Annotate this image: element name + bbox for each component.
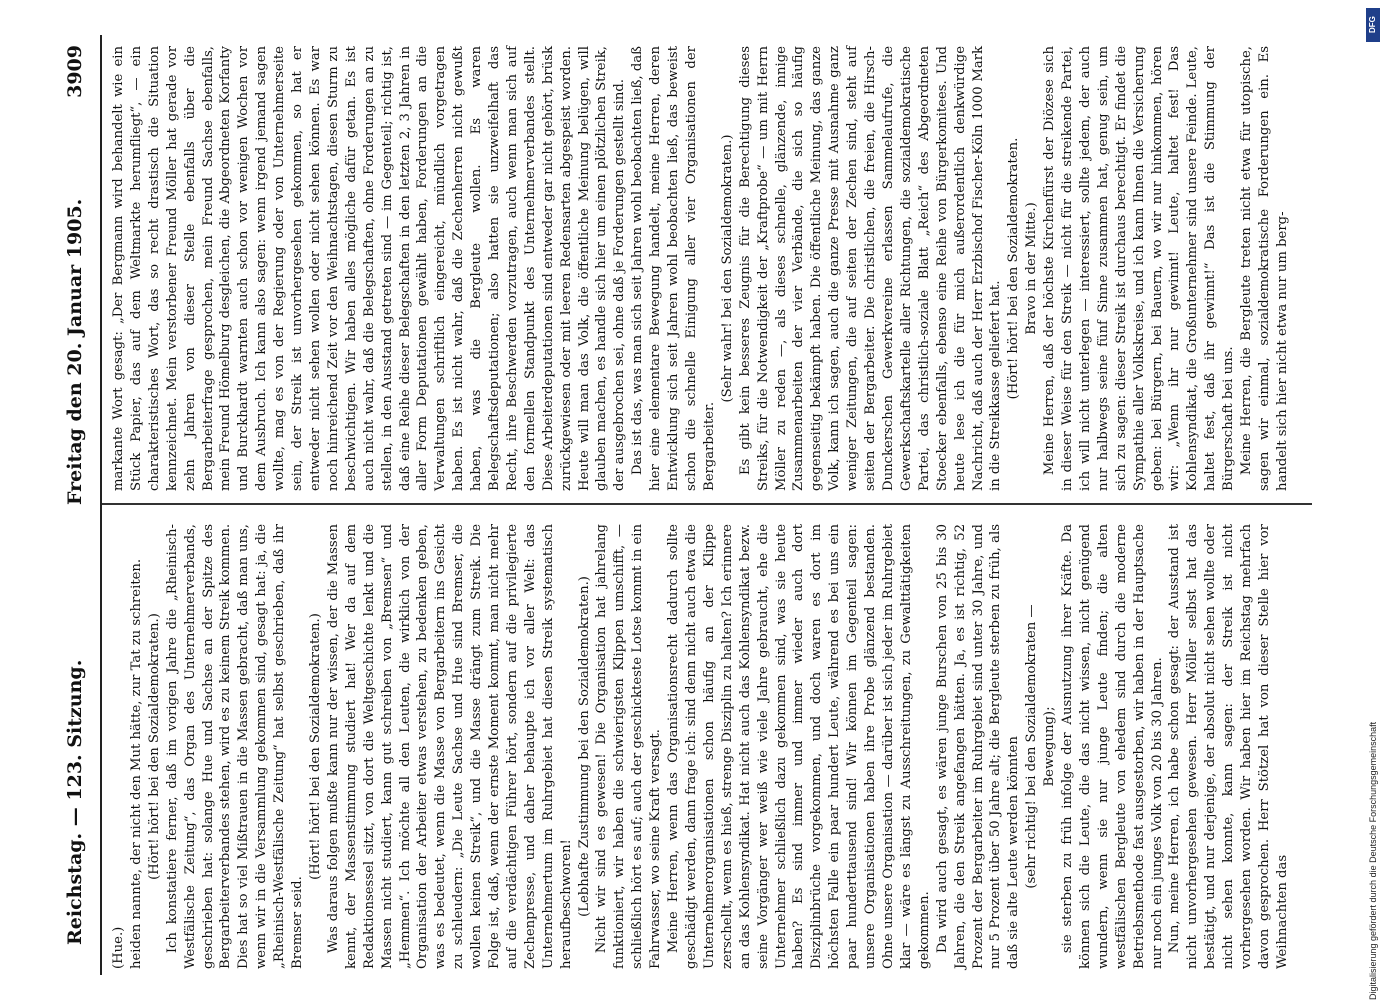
digitization-credit: Digitalisierung gefördert durch die Deutsche Forschungsgemeinschaft — [1368, 721, 1378, 1000]
right-paragraph: Bravo in der Mitte.) — [1024, 202, 1040, 335]
left-column — [110, 524, 1292, 969]
left-paragraph: Nun, meine Herren, ich habe schon gesagt: der Ausstand ist nicht unvorhergesehen gewesen. Herr Möller selbst hat das bestätigt, und nur derjenige, der absolut nicht sehen wollte oder nicht sehen konnte, kann sagen: der Streik ist nicht vorhergesehen worden. Wir haben hier im Reichstag mehrfach davon gesprochen. Herr Stötzel hat von dieser Stelle hier vor Weihnachten das — [1167, 524, 1290, 969]
left-paragraph: heiden nannte, der nicht den Mut hätte, zur Tat zu schreiten. — [128, 558, 144, 969]
page-number: 3909 — [64, 45, 86, 98]
left-paragraph: (Hue.) — [111, 926, 126, 969]
left-paragraph: Bewegung); — [1042, 706, 1058, 787]
left-paragraph: Was daraus folgen mußte kann nur der wissen, der die Massen kennt, der Massenstimmung studiert hat! Wer da auf dem Redaktionsessel sitzt, von dort die Weltgeschichte lenkt und die Massen nicht studiert, kann gut schreiben von „Bremsen“ und „Hemmen“. Ich möchte all den Leuten, die wirklich von der Organisation der Arbeiter etwas verstehen, zu bedenken geben, was es bedeutet, wenn die Masse von Bergarbeitern ins Gesicht zu schleudern: „Die Leute Sachse und Hue sind Bremser, die wollen keinen Streik“, und die Masse drängt zum Streik. Die Folge ist, daß, wenn der ernste Moment kommt, man nicht mehr auf die verdächtigen Führer hört, sondern auf die privilegierte Zechenpresse, und daher behaupte ich vor aller Welt: das Unternehmertum im Ruhrgebiet hat diesen Streik systematisch heraufbeschworen! — [325, 524, 574, 969]
left-paragraph: Nicht wir sind es gewesen! Die Organisation hat jahrelang funktioniert, wir haben die schwierigsten Klippen umschifft, — schließlich hört es auf; auch der geschickteste Lotse kommt in ein Fahrwasser, wo seine Kraft versagt. — [594, 524, 664, 969]
left-paragraph: Da wird auch gesagt, es wären junge Burschen von 25 bis 30 Jahren, die den Streik angefangen hätten. Ja, es ist richtig, 52 Prozent der Bergarbeiter im Ruhrgebiet sind unter 30 Jahre, und nur 5 Prozent über 50 Jahre alt; die Bergleute sterben zu früh, als daß sie alte Leute werden könnten — [934, 524, 1022, 969]
dfg-logo: DFG — [1366, 8, 1380, 42]
right-paragraph: (Sehr wahr! bei den Sozialdemokraten.) — [719, 134, 735, 403]
right-paragraph: Es gibt kein besseres Zeugnis für die Berechtigung dieses Streiks, für die Notwendigkeit der „Kraftprobe“ — um mit Herrn Möller zu reden —, als dieses schnelle, glänzende, innige Zusammenarbeiten der vier Verbände, die sich so häufig gegenseitig bekämpft haben. Die öffentliche Meinung, das ganze Volk, kann ich sagen, auch die ganze Presse mit Ausnahme ganz weniger Zeitungen, die auf seiten der Zechen sind, steht auf seiten der Bergarbeiter. Die christlichen, die freien, die Hirsch-Dunckerschen Gewerkvereine erlassen Sammelaufrufe, die Gewerkschaftskartelle aller Richtungen, die sozialdemokratische Partei, das christlich-soziale Blatt „Reich“ des Abgeordneten Stoecker ebenfalls, ebenso eine Reihe von Bürgerkomitees. Und heute lese ich die für mich außerordentlich denkwürdige Nachricht, daß auch der Herr Erzbischof Fischer-Köln 1000 Mark in die Streikkasse geliefert hat. — [737, 46, 1004, 491]
right-paragraph: Meine Herren, daß der höchste Kirchenfürst der Diözese sich in dieser Weise für den Streik — nicht für die streikende Partei, ich will nicht unterlegen — interessiert, sollte jedem, der auch nur halbwegs seine fünf Sinne zusammen hat, genug sein, um sich zu sagen: dieser Streik ist durchaus berechtigt. Er findet die Sympathie aller Volkskreise, und ich kann Ihnen die Versicherung geben: bei Bürgern, bei Bauern, wo wir nur hinkommen, hören wir: „Wenn ihr nur gewinnt! Leute, haltet fest! Das Kohlensyndikat, die Großunternehmer sind unsere Feinde. Leute, haltet fest, daß ihr gewinnt!“ Das ist die Stimmung der Bürgerschaft bei uns. — [1042, 46, 1237, 491]
left-paragraph: (Lebhafte Zustimmung bei den Sozialdemokraten.) — [576, 576, 592, 917]
left-paragraph: Ich konstatiere ferner, daß im vorigen Jahre die „Rheinisch-Westfälische Zeitung“, das Organ des Unternehmerverbands, geschrieben hat: solange Hue und Sachse an der Spitze des Bergarbeiterverbandes stehen, wird es zu keinem Streik kommen. Dies hat so viel Mißtrauen in die Massen gebracht, daß man uns, wenn wir in die Versammlung gekommen sind, gesagt hat: ja, die „Rheinisch-Westfälische Zeitung“ hat selbst geschrieben, daß ihr Bremser seid. — [164, 523, 306, 969]
right-paragraph: (Hört! hört! bei den Sozialdemokraten. — [1006, 137, 1022, 400]
column-divider — [102, 503, 1312, 505]
page-header — [58, 35, 98, 975]
rotated-page — [40, 35, 1340, 975]
right-paragraph: Meine Herren, die Bergleute treten nicht etwa für utopische, sagen wir einmal, sozialdemokratische Forderungen ein. Es handelt sich hier nicht etwa nur um berg- — [1239, 46, 1290, 491]
header-rule — [100, 35, 102, 975]
header-session: Reichstag. — 123. Sitzung. — [64, 659, 86, 945]
left-paragraph: Meine Herren, wenn das Organisationsrecht dadurch sollte geschädigt werden, dann frage ich: sind denn nicht auch etwa die Unternehmerorganisationen schon häufig an der Klippe zerschellt, wenn es hieß, strenge Disziplin zu halten? Ich erinnere an das Kohlensyndikat. Hat nicht auch das Kohlensyndikat bezw. seine Vorgänger wer weiß wie viele Jahre gebraucht, ehe die Unternehmer schließlich dazu gekommen sind, was sie heute haben? Es sind immer und immer wieder auch dort Disziplinbrüche vorgekommen, und doch waren es dort im höchsten Falle ein paar hundert Leute, während es bei uns ein paar hunderttausend sind! Wir können im Gegenteil sagen: unsere Organisationen haben ihre Probe glänzend bestanden. Ohne unsere Organisation — darüber ist sich jeder im Ruhrgebiet klar — wäre es längst zu Ausschreitungen, zu Gewalttätigkeiten gekommen. — [666, 524, 932, 969]
left-paragraph: sie sterben zu früh infolge der Ausnutzung ihrer Kräfte. Da können sich die Leute, die das nicht wissen, nicht genügend wundern, wenn sie nur junge Leute finden; die alten westfälischen Bergleute von ehedem sind durch die moderne Betriebsmethode fast ausgestorben, wir haben in der Hauptsache nur noch ein junges Volk von 20 bis 30 Jahren. — [1060, 524, 1165, 969]
left-paragraph: (sehr richtig! bei den Sozialdemokraten — — [1024, 604, 1040, 889]
left-paragraph: (Hört! hört! bei den Sozialdemokraten.) — [307, 613, 323, 880]
left-paragraph: (Hört! hört! bei den Sozialdemokraten.) — [146, 613, 162, 880]
right-paragraph: Das ist das, was man sich seit Jahren wohl beobachten ließ, daß hier eine elementare Bewegung handelt, meine Herren, deren Entwicklung sich seit Jahren wohl beobachten ließ, das beweist schon die schnelle Einigung aller vier Organisationen der Bergarbeiter. — [630, 46, 717, 491]
header-date: Freitag den 20. Januar 1905. — [64, 198, 86, 505]
right-paragraph: markante Wort gesagt: „Der Bergmann wird behandelt wie ein Stück Papier, das auf dem Weltmarkte herumfliegt“, — ein charakteristisches Wort, das so recht drastisch die Situation kennzeichnet. Mein verstorbener Freund Möller hat gerade vor zehn Jahren von dieser Stelle ebenfalls über die Bergarbeiterfrage gesprochen, mein Freund Sachse ebenfalls, mein Freund Hömelburg desgleichen, die Abgeordneten Korfanty und Burckhardt warnten auch schon vor wenigen Wochen vor dem Ausbruch. Ich kann also sagen: wenn irgend jemand sagen wollte, mag es von der Regierung oder von Unternehmerseite sein, der Streik ist unvorhergesehen gekommen, so hat er entweder nicht sehen wollen oder nicht sehen können. Es war noch hinreichend Zeit vor den Weihnachtstagen, diesen Sturm zu beschwichtigen. Wir haben alles mögliche dafür getan. Es ist auch nicht wahr, daß die Belegschaften, ohne Forderungen an zu stellen, in den Ausstand getreten sind — im Gegenteil; richtig ist, daß eine Reihe dieser Belegschaften in den letzten 2, 3 Jahren in aller Form Deputationen gewählt haben, Forderungen an die Verwaltungen schriftlich eingereicht, mündlich vorgetragen haben. Es ist nicht wahr, daß die Zechenherren nicht gewußt haben, was die Bergleute wollen. Es waren Belegschaftsdeputationen; also hatten sie unzweifelhaft das Recht, ihre Beschwerden vorzutragen, auch wenn man sich auf den formellen Standpunkt des Unternehmerverbandes stellt. Diese Arbeiterdeputationen sind entweder gar nicht gehört, brüsk zurückgewiesen oder mit leeren Redensarten abgespeist worden. Heute will man das Volk, die öffentliche Meinung belügen, will glauben machen, es handle sich hier um einen plötzlichen Streik, der ausgebrochen sei, ohne daß je Forderungen gestellt sind. — [111, 46, 628, 491]
right-column — [110, 46, 1292, 491]
